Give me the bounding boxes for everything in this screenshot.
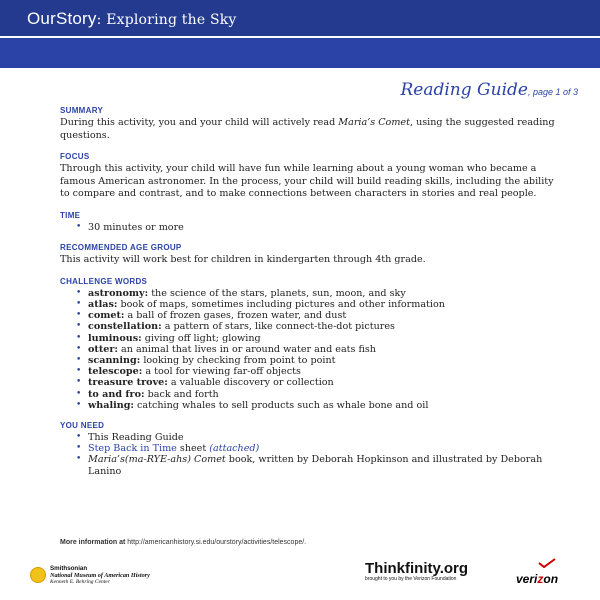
more-information	[60, 539, 306, 546]
word-definition: a pattern of stars, like connect-the-dot pictures	[161, 321, 395, 333]
time-heading: TIME	[60, 210, 81, 220]
summary-heading: SUMMARY	[60, 106, 104, 115]
word-term: to and fro:	[88, 388, 145, 400]
guide-content	[60, 106, 560, 477]
need-book-title: Maria’s(ma-RYE-ahs) Comet	[88, 454, 226, 466]
word-term: astronomy:	[88, 287, 149, 299]
time-section	[60, 211, 560, 233]
smithsonian-name: Smithsonian	[50, 565, 88, 572]
summary-text	[60, 117, 560, 142]
you-need-section	[60, 421, 560, 477]
summary-text-before: During this activity, you and your child will actively read	[60, 117, 339, 128]
list-item	[76, 432, 560, 443]
lesson-prefix: Reading	[50, 81, 115, 98]
time-value: 30 minutes or more	[88, 221, 184, 233]
series-title	[27, 9, 237, 29]
list-item	[76, 399, 560, 411]
list-item	[76, 366, 560, 378]
bullet-icon: •	[76, 287, 82, 298]
list-item	[76, 377, 560, 389]
lesson-book-title: Maria’s Comet	[114, 81, 217, 98]
word-definition: a valuable discovery or collection	[167, 377, 334, 389]
challenge-words-list	[60, 288, 560, 411]
list-item	[76, 454, 560, 477]
bullet-icon: •	[76, 332, 82, 343]
verizon-prefix: veri	[516, 572, 538, 586]
series-banner	[0, 0, 600, 36]
list-item	[76, 221, 560, 233]
list-item	[76, 443, 560, 455]
need-book-credit: book, written by Deborah Hopkinson and illustrated by Deborah Lanino	[88, 454, 543, 477]
word-definition: giving off light; glowing	[141, 332, 261, 344]
word-term: constellation:	[88, 321, 162, 333]
word-definition: book of maps, sometimes including pictures and other information	[117, 298, 445, 310]
more-info-link[interactable]: http://americanhistory.si.edu/ourstory/activities/telescope/.	[127, 539, 307, 546]
checkmark-icon	[538, 558, 556, 568]
summary-section	[60, 106, 560, 142]
series-subtitle: : Exploring the Sky	[96, 12, 237, 28]
need-item-guide: This Reading Guide	[88, 432, 184, 443]
bullet-icon: •	[76, 454, 82, 465]
verizon-z: z	[537, 572, 544, 586]
word-term: whaling:	[88, 399, 134, 411]
summary-text-after: , using the suggested reading questions.	[60, 117, 555, 141]
lesson-title	[50, 81, 217, 99]
guide-page: , page 1 of 3	[527, 87, 578, 97]
word-term: luminous:	[88, 332, 142, 344]
time-list	[60, 222, 560, 233]
step-back-link[interactable]: Step Back in Time	[88, 443, 177, 455]
series-name: OurStory	[27, 9, 97, 28]
more-info-label: More information at	[60, 539, 128, 546]
word-definition: a tool for viewing far-off objects	[142, 366, 301, 378]
bullet-icon: •	[76, 221, 82, 232]
need-item-sheet: sheet	[176, 443, 210, 455]
list-item	[76, 354, 560, 366]
bullet-icon: •	[76, 321, 82, 332]
age-section	[60, 243, 560, 267]
thinkfinity-wordmark: Thinkfinity.org	[365, 560, 469, 577]
challenge-words-section	[60, 277, 560, 411]
word-definition: looking by checking from point to point	[140, 354, 336, 366]
list-item	[76, 321, 560, 333]
bullet-icon: •	[76, 366, 82, 377]
museum-name: National Museum of American History	[50, 572, 150, 579]
verizon-wordmark	[516, 572, 558, 586]
word-term: treasure trove:	[88, 377, 168, 389]
word-definition: catching whales to sell products such as whale bone and oil	[133, 399, 429, 411]
word-definition: a ball of frozen gases, frozen water, and dust	[124, 310, 347, 322]
list-item	[76, 287, 560, 299]
list-item	[76, 388, 560, 400]
bullet-icon: •	[76, 298, 82, 309]
bullet-icon: •	[76, 388, 82, 399]
list-item	[76, 310, 560, 322]
word-term: scanning:	[88, 354, 141, 366]
verizon-logo	[516, 568, 558, 587]
footer-logos	[0, 550, 600, 600]
focus-heading: FOCUS	[60, 152, 90, 162]
center-name: Kenneth E. Behring Center	[50, 579, 110, 585]
bullet-icon: •	[76, 399, 82, 410]
guide-heading: Reading Guide	[400, 80, 528, 100]
bullet-icon: •	[76, 343, 82, 354]
you-need-heading: YOU NEED	[60, 421, 105, 430]
word-definition: an animal that lives in or around water and eats fish	[117, 343, 376, 355]
list-item	[76, 332, 560, 344]
word-definition: the science of the stars, planets, sun, moon, and sky	[148, 287, 406, 299]
challenge-words-heading: CHALLENGE WORDS	[60, 276, 148, 286]
thinkfinity-tagline: brought to you by the Verizon Foundation	[365, 576, 457, 582]
smithsonian-wordmark	[50, 565, 150, 586]
attached-note: (attached)	[209, 443, 260, 455]
thinkfinity-logo	[365, 560, 468, 582]
age-heading: RECOMMENDED AGE GROUP	[60, 243, 182, 253]
word-definition: back and forth	[144, 388, 219, 400]
smithsonian-sun-icon	[30, 567, 46, 583]
you-need-list	[60, 432, 560, 477]
bullet-icon: •	[76, 443, 82, 454]
verizon-suffix: on	[543, 572, 559, 586]
bullet-icon: •	[76, 310, 82, 321]
summary-book-title: Maria’s Comet	[338, 117, 410, 128]
list-item	[76, 298, 560, 310]
age-text: This activity will work best for children in kindergarten through 4th grade.	[60, 254, 426, 266]
bullet-icon: •	[76, 354, 82, 365]
word-term: atlas:	[88, 298, 118, 310]
word-term: comet:	[88, 310, 125, 322]
focus-section	[60, 152, 560, 201]
bullet-icon: •	[76, 432, 82, 442]
guide-title	[400, 80, 578, 100]
bullet-icon: •	[76, 377, 82, 388]
word-term: otter:	[88, 343, 118, 355]
list-item	[76, 343, 560, 355]
word-term: telescope:	[88, 366, 143, 378]
focus-text: Through this activity, your child will have fun while learning about a young woman who became a famous American astronomer. In the process, your child will build reading skills, including the ability to compare and contrast, and to make connections between characters in stories and real people.	[60, 163, 554, 200]
